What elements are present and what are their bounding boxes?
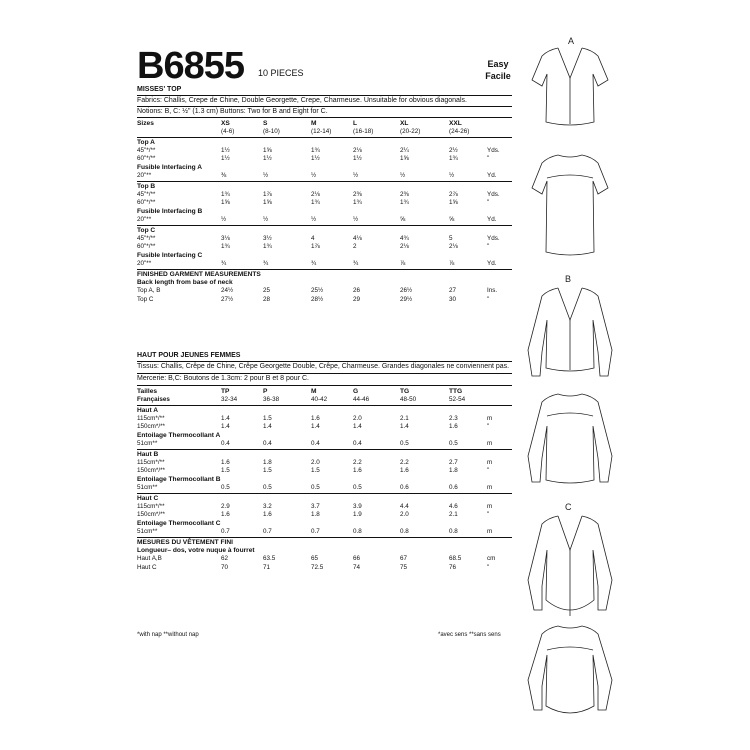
- cell-value: 1.4: [221, 423, 230, 431]
- cell-value: ½: [311, 171, 317, 179]
- size-name: P: [263, 388, 268, 395]
- table-row: [137, 147, 512, 155]
- cell-value: 1.9: [353, 511, 362, 519]
- unit: ": [487, 467, 490, 475]
- cell-value: 2¼: [400, 147, 409, 155]
- row-label: Top C: [137, 295, 154, 303]
- cell-value: 1⅞: [263, 191, 272, 199]
- table-section-header: [137, 252, 512, 260]
- cell-value: ½: [353, 171, 359, 179]
- sizes-label: Tailles: [137, 388, 158, 395]
- size-range: 32-34: [221, 396, 238, 403]
- table-section-header: [137, 208, 512, 216]
- cell-value: 1⅝: [449, 199, 458, 207]
- row-label: Top A, B: [137, 287, 161, 295]
- view-label-a: A: [568, 36, 575, 46]
- cell-value: 2.0: [311, 459, 320, 467]
- table-row: [137, 555, 512, 563]
- row-label: 51cm**: [137, 439, 158, 447]
- table-section-header: [137, 279, 512, 287]
- unit: ": [487, 423, 490, 431]
- level-fr: Facile: [485, 71, 511, 81]
- row-label: Back length from base of neck: [137, 279, 233, 287]
- cell-value: 68.5: [449, 555, 462, 563]
- cell-value: 76: [449, 563, 457, 571]
- row-label: Haut A,B: [137, 555, 162, 563]
- sketch-a-front: [532, 48, 608, 125]
- row-label: 20"**: [137, 215, 152, 223]
- cell-value: 29½: [400, 295, 413, 303]
- cell-value: 1¾: [353, 199, 362, 207]
- table-row: [137, 467, 512, 475]
- cell-value: 75: [400, 563, 408, 571]
- unit: Yd.: [487, 259, 497, 267]
- divider: [137, 373, 512, 374]
- garment-sketches: [520, 30, 620, 720]
- cell-value: 2.0: [400, 511, 409, 519]
- cell-value: 1½: [221, 147, 230, 155]
- size-range-row: [137, 128, 512, 136]
- cell-value: 0.7: [311, 527, 320, 535]
- cell-value: 2: [353, 243, 357, 251]
- row-label: 51cm**: [137, 527, 158, 535]
- cell-value: 1.6: [221, 511, 230, 519]
- size-range: 52-54: [449, 396, 466, 403]
- cell-value: 0.8: [400, 527, 409, 535]
- cell-value: ⅝: [449, 215, 455, 223]
- cell-value: 62: [221, 555, 229, 563]
- cell-value: 0.7: [221, 527, 230, 535]
- size-name: XL: [400, 120, 409, 127]
- table-section-header: [137, 451, 512, 459]
- cell-value: 2.2: [353, 459, 362, 467]
- unit: Yds.: [487, 147, 500, 155]
- cell-value: 26: [353, 287, 361, 295]
- cell-value: 1¾: [221, 191, 230, 199]
- size-name: XXL: [449, 120, 462, 127]
- row-label: Top B: [137, 183, 156, 190]
- size-name: XS: [221, 120, 230, 127]
- cell-value: 1.5: [221, 467, 230, 475]
- view-label-c: C: [565, 502, 572, 512]
- unit: Yd.: [487, 215, 497, 223]
- cell-value: 27½: [221, 295, 234, 303]
- cell-value: 0.5: [263, 483, 272, 491]
- cell-value: 0.6: [449, 483, 458, 491]
- cell-value: 2.9: [221, 503, 230, 511]
- divider: [137, 269, 512, 270]
- table-row: [137, 172, 512, 180]
- table-section-header: [137, 432, 512, 440]
- cell-value: 0.5: [449, 439, 458, 447]
- table-section-header: [137, 520, 512, 528]
- table-row: [137, 260, 512, 268]
- cell-value: 67: [400, 555, 408, 563]
- cell-value: 63.5: [263, 555, 276, 563]
- divider: [137, 493, 512, 494]
- unit: m: [487, 439, 493, 447]
- cell-value: 3.9: [353, 503, 362, 511]
- row-label: 45"*/**: [137, 147, 156, 155]
- cell-value: 25½: [311, 287, 324, 295]
- size-range: (16-18): [353, 128, 374, 135]
- cell-value: 2⅛: [449, 243, 458, 251]
- table-section-header: [137, 271, 512, 279]
- cell-value: 3⅛: [221, 235, 230, 243]
- table-section-header: [137, 227, 512, 235]
- cell-value: 1.6: [311, 415, 320, 423]
- divider: [137, 181, 512, 182]
- cell-value: 1¾: [400, 199, 409, 207]
- table-section-header: [137, 547, 512, 555]
- row-label: 20"**: [137, 259, 152, 267]
- size-range: (4-6): [221, 128, 235, 135]
- divider: [137, 95, 512, 96]
- row-label: 115cm*/**: [137, 415, 165, 423]
- unit: ": [487, 155, 490, 163]
- unit: Yd.: [487, 171, 497, 179]
- unit: ": [487, 243, 490, 251]
- row-label: 45"*/**: [137, 235, 156, 243]
- footnote-en: *with nap **without nap: [137, 632, 199, 638]
- cell-value: 1⅝: [263, 147, 272, 155]
- cell-value: 2⅛: [400, 243, 409, 251]
- table-row: [137, 423, 512, 431]
- cell-value: 1.6: [400, 467, 409, 475]
- cell-value: ¾: [221, 259, 227, 267]
- cell-value: 2.0: [353, 415, 362, 423]
- unit: ": [487, 199, 490, 207]
- cell-value: 1.6: [353, 467, 362, 475]
- unit: cm: [487, 555, 496, 563]
- size-range-row: [137, 396, 512, 404]
- cell-value: 70: [221, 563, 229, 571]
- cell-value: 1½: [221, 155, 230, 163]
- unit: Yds.: [487, 235, 500, 243]
- table-section-header: [137, 407, 512, 415]
- cell-value: 1.8: [311, 511, 320, 519]
- cell-value: 25: [263, 287, 271, 295]
- sketch-b-front: [528, 288, 612, 376]
- cell-value: 4⅛: [353, 235, 362, 243]
- cell-value: 74: [353, 563, 361, 571]
- cell-value: 1⅝: [400, 155, 409, 163]
- row-label: 115cm*/**: [137, 459, 165, 467]
- cell-value: 29: [353, 295, 361, 303]
- table-row: [137, 511, 512, 519]
- table-section-header: [137, 495, 512, 503]
- row-label: 115cm*/**: [137, 503, 165, 511]
- unit: m: [487, 503, 493, 511]
- table-row: [137, 199, 512, 207]
- sketch-a-back: [532, 155, 608, 255]
- cell-value: 1.4: [221, 415, 230, 423]
- cell-value: 27: [449, 287, 457, 295]
- cell-value: 30: [449, 295, 457, 303]
- cell-value: 2⅛: [353, 147, 362, 155]
- sketch-c-back: [528, 626, 612, 713]
- cell-value: 1.6: [449, 423, 458, 431]
- cell-value: 28: [263, 295, 271, 303]
- table-row: [137, 564, 512, 572]
- row-label: Fusible Interfacing A: [137, 163, 202, 171]
- cell-value: ½: [449, 171, 455, 179]
- cell-value: 1.6: [263, 511, 272, 519]
- divider: [137, 537, 512, 538]
- size-name: TG: [400, 388, 410, 395]
- cell-value: 1.8: [263, 459, 272, 467]
- footnote-fr: *avec sens **sans sens: [438, 632, 501, 638]
- fr-title: HAUT POUR JEUNES FEMMES: [137, 352, 241, 359]
- cell-value: 0.7: [263, 527, 272, 535]
- divider: [137, 405, 512, 406]
- cell-value: 2.3: [449, 415, 458, 423]
- unit: m: [487, 527, 493, 535]
- table-row: [137, 503, 512, 511]
- sketch-b-back: [528, 394, 612, 483]
- view-label-b: B: [565, 274, 572, 284]
- row-label: Entoilage Thermocollant C: [137, 519, 221, 527]
- table-row: [137, 440, 512, 448]
- cell-value: 1⅝: [263, 199, 272, 207]
- cell-value: 0.8: [353, 527, 362, 535]
- cell-value: ½: [311, 215, 317, 223]
- table-row: [137, 459, 512, 467]
- table-section-header: [137, 183, 512, 191]
- row-label: Haut A: [137, 407, 159, 414]
- row-label: 20"**: [137, 171, 152, 179]
- unit: ": [487, 563, 490, 571]
- cell-value: 0.5: [311, 483, 320, 491]
- row-label: 60"*/**: [137, 243, 156, 251]
- cell-value: 1½: [353, 155, 362, 163]
- row-label: Entoilage Thermocollant B: [137, 475, 221, 483]
- fr-notions: Mercerie: B,C: Boutons de 1.3cm: 2 pour B et 8 pour C.: [137, 375, 309, 382]
- size-name: M: [311, 120, 317, 127]
- en-fabrics: Fabrics: Challis, Crepe de Chine, Double Georgette, Crepe, Charmeuse. Unsuitable for obvious diagonals.: [137, 97, 467, 104]
- cell-value: 2.1: [400, 415, 409, 423]
- cell-value: 2⅛: [311, 191, 320, 199]
- table-row: [137, 191, 512, 199]
- size-range: 48-50: [400, 396, 417, 403]
- divider: [137, 449, 512, 450]
- row-label: Top A: [137, 139, 155, 146]
- table-row: [137, 484, 512, 492]
- unit: Ins.: [487, 287, 498, 295]
- table-row: [137, 243, 512, 251]
- cell-value: 0.5: [221, 483, 230, 491]
- size-name: G: [353, 388, 359, 395]
- row-label: Haut C: [137, 495, 159, 502]
- fr-fabrics: Tissus: Challis, Crêpe de Chine, Crêpe Georgette Double, Crêpe, Charmeuse. Grandes diagonales ne conviennent pas.: [137, 363, 510, 370]
- size-range: 40-42: [311, 396, 328, 403]
- cell-value: 2.7: [449, 459, 458, 467]
- unit: m: [487, 415, 493, 423]
- cell-value: ⅞: [449, 259, 455, 267]
- cell-value: 28½: [311, 295, 324, 303]
- cell-value: 1.5: [263, 467, 272, 475]
- cell-value: 2.2: [400, 459, 409, 467]
- cell-value: 24½: [221, 287, 234, 295]
- cell-value: 0.4: [353, 439, 362, 447]
- cell-value: 26½: [400, 287, 413, 295]
- size-range: (8-10): [263, 128, 280, 135]
- divider: [137, 106, 512, 107]
- row-label: MESURES DU VÊTEMENT FINI: [137, 539, 233, 546]
- cell-value: 1¾: [311, 199, 320, 207]
- table-row: [137, 216, 512, 224]
- cell-value: ½: [263, 171, 269, 179]
- size-header-row: [137, 120, 512, 128]
- cell-value: 1¾: [263, 243, 272, 251]
- cell-value: 1¾: [449, 155, 458, 163]
- table-row: [137, 528, 512, 536]
- unit: m: [487, 459, 493, 467]
- cell-value: 1.5: [263, 415, 272, 423]
- cell-value: 0.6: [400, 483, 409, 491]
- row-label: Longueur– dos, votre nuque à fourret: [137, 547, 255, 555]
- cell-value: 3.7: [311, 503, 320, 511]
- table-row: [137, 415, 512, 423]
- cell-value: 0.8: [449, 527, 458, 535]
- row-label: 150cm*/**: [137, 423, 166, 431]
- row-label: 150cm*/**: [137, 467, 166, 475]
- size-name: L: [353, 120, 358, 127]
- cell-value: ⅜: [221, 171, 227, 179]
- divider: [137, 137, 512, 138]
- cell-value: 1⅝: [221, 199, 230, 207]
- level-en: Easy: [487, 59, 509, 69]
- size-name: M: [311, 388, 317, 395]
- cell-value: 1½: [311, 155, 320, 163]
- row-label: FINISHED GARMENT MEASUREMENTS: [137, 271, 261, 278]
- cell-value: 1.4: [311, 423, 320, 431]
- cell-value: 2⅜: [353, 191, 362, 199]
- row-label: Haut B: [137, 451, 159, 458]
- row-label: Haut C: [137, 563, 157, 571]
- size-range: (24-26): [449, 128, 470, 135]
- unit: ": [487, 511, 490, 519]
- difficulty-level: [478, 58, 518, 82]
- cell-value: 3.2: [263, 503, 272, 511]
- cell-value: 1.8: [449, 467, 458, 475]
- row-label: Fusible Interfacing C: [137, 251, 203, 259]
- sizes-label: Sizes: [137, 120, 154, 127]
- cell-value: 71: [263, 563, 271, 571]
- table-row: [137, 296, 512, 304]
- cell-value: 65: [311, 555, 319, 563]
- cell-value: 1.6: [221, 459, 230, 467]
- unit: ": [487, 295, 490, 303]
- cell-value: 1¾: [221, 243, 230, 251]
- cell-value: ⅞: [400, 259, 406, 267]
- sketch-c-front: [528, 516, 612, 616]
- cell-value: 0.5: [353, 483, 362, 491]
- cell-value: 1½: [263, 155, 272, 163]
- cell-value: 2⅜: [400, 191, 409, 199]
- row-label: 45"*/**: [137, 191, 156, 199]
- size-range: 36-38: [263, 396, 280, 403]
- row-label: 51cm**: [137, 483, 158, 491]
- size-range: 44-46: [353, 396, 370, 403]
- unit: m: [487, 483, 493, 491]
- cell-value: 1.4: [400, 423, 409, 431]
- pattern-number: B6855: [137, 45, 244, 87]
- cell-value: 0.4: [263, 439, 272, 447]
- table-section-header: [137, 539, 512, 547]
- cell-value: 4.6: [449, 503, 458, 511]
- table-row: [137, 155, 512, 163]
- pieces-count: 10 PIECES: [258, 68, 304, 78]
- cell-value: 2.1: [449, 511, 458, 519]
- en-title: MISSES' TOP: [137, 86, 182, 93]
- cell-value: 2½: [449, 147, 458, 155]
- cell-value: 66: [353, 555, 361, 563]
- size-range: (20-22): [400, 128, 421, 135]
- cell-value: 2⅞: [449, 191, 458, 199]
- table-section-header: [137, 139, 512, 147]
- cell-value: ⅝: [400, 215, 406, 223]
- cell-value: 1¾: [311, 147, 320, 155]
- size-name: S: [263, 120, 268, 127]
- cell-value: 0.4: [221, 439, 230, 447]
- cell-value: 0.4: [311, 439, 320, 447]
- divider: [137, 385, 512, 386]
- size-name: TTG: [449, 388, 463, 395]
- row-label: 150cm*/**: [137, 511, 166, 519]
- table-row: [137, 235, 512, 243]
- cell-value: ¾: [263, 259, 269, 267]
- cell-value: ¾: [353, 259, 359, 267]
- cell-value: 4¾: [400, 235, 409, 243]
- table-section-header: [137, 164, 512, 172]
- row-label: 60"*/**: [137, 155, 156, 163]
- sizes-label-2: Françaises: [137, 396, 170, 403]
- cell-value: 0.5: [400, 439, 409, 447]
- cell-value: 1⅞: [311, 243, 320, 251]
- size-range: (12-14): [311, 128, 332, 135]
- row-label: 60"*/**: [137, 199, 156, 207]
- cell-value: 72.5: [311, 563, 324, 571]
- table-row: [137, 287, 512, 295]
- cell-value: ½: [353, 215, 359, 223]
- divider: [137, 117, 512, 118]
- table-section-header: [137, 476, 512, 484]
- size-header-row: [137, 388, 512, 396]
- cell-value: 4: [311, 235, 315, 243]
- row-label: Fusible Interfacing B: [137, 207, 203, 215]
- size-name: TP: [221, 388, 230, 395]
- unit: Yds.: [487, 191, 500, 199]
- cell-value: 1.4: [263, 423, 272, 431]
- cell-value: 5: [449, 235, 453, 243]
- cell-value: ½: [221, 215, 227, 223]
- divider: [137, 225, 512, 226]
- row-label: Entoilage Thermocollant A: [137, 431, 221, 439]
- row-label: Top C: [137, 227, 156, 234]
- divider: [137, 361, 512, 362]
- cell-value: 3½: [263, 235, 272, 243]
- cell-value: 1.5: [311, 467, 320, 475]
- cell-value: ½: [263, 215, 269, 223]
- cell-value: 4.4: [400, 503, 409, 511]
- cell-value: ¾: [311, 259, 317, 267]
- cell-value: ½: [400, 171, 406, 179]
- cell-value: 1.4: [353, 423, 362, 431]
- en-notions: Notions: B, C: ½" (1.3 cm) Buttons: Two for B and Eight for C.: [137, 108, 328, 115]
